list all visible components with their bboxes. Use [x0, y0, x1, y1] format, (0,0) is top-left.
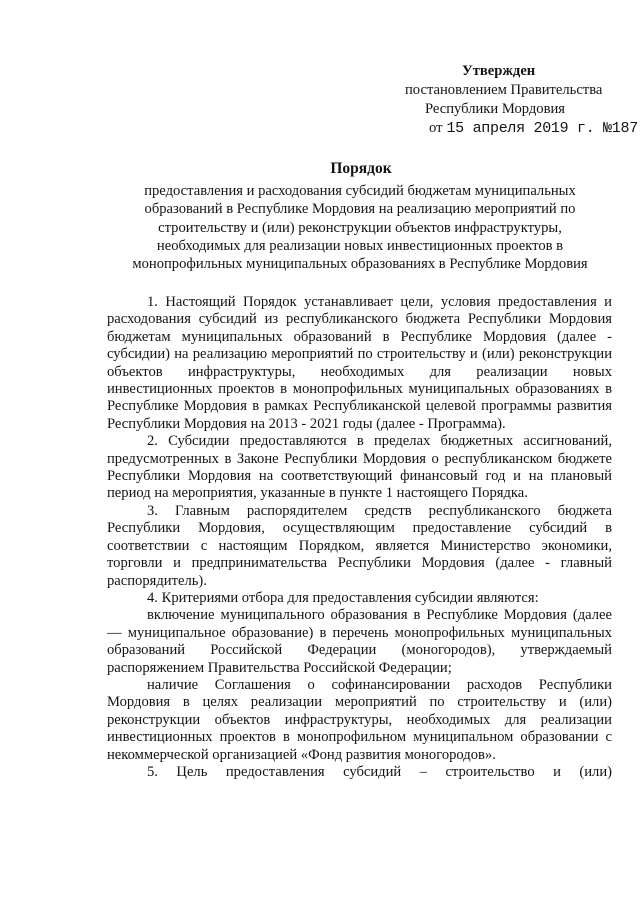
paragraph-4-criterion-2: наличие Соглашения о софинансировании расходов Республики Мордовия в целях реализации мероприятий по строительству и (или) реконструкции объектов инфраструктуры, необходимых для реализации инвестиционных проектов в монопрофильном муниципальном образовании с некоммерческой организацией «Фонд развития моногородов». — [107, 676, 612, 763]
paragraph-4-criterion-1: включение муниципального образования в Республике Мордовия (далее — муниципальное образование) в перечень монопрофильных муниципальных образований Российской Федерации (моногородов), утверждаемый распоряжением Правительства Российской Федерации; — [107, 607, 612, 676]
approval-line-2: Республики Мордовия — [425, 101, 566, 117]
subtitle-line: строительству и (или) реконструкции объектов инфраструктуры, — [158, 219, 562, 236]
paragraph-4: 4. Критериями отбора для предоставления субсидии являются: — [147, 589, 539, 606]
paragraph-5: 5. Цель предоставления субсидий – строительство и (или) — [147, 763, 612, 780]
approval-title: Утвержден — [462, 63, 536, 79]
subtitle-line: предоставления и расходования субсидий бюджетам муниципальных — [144, 183, 576, 199]
subtitle-line: образований в Республике Мордовия на реализацию мероприятий по — [144, 201, 576, 218]
document-body — [107, 294, 612, 781]
approval-date: 15 апреля 2019 г. №187 — [446, 120, 638, 137]
paragraph-1: 1. Настоящий Порядок устанавливает цели, условия предоставления и расходования субсидий из республиканского бюджета Республики Мордовия бюджетам муниципальных образований в Республике Мордовия (далее - субсидии) на реализацию мероприятий по строительству и (или) реконструкции объектов инфраструктуры, необходимых для реализации новых инвестиционных проектов в монопрофильных муниципальных образованиях в Республике Мордовия в рамках Республиканской целевой программы развития Республики Мордовия на 2013 - 2021 годы (далее - Программа). — [107, 294, 612, 432]
approval-line-1: постановлением Правительства — [405, 82, 603, 98]
document-subtitle — [100, 182, 620, 273]
approval-date-line — [400, 119, 636, 138]
approval-date-prefix: от — [429, 120, 443, 136]
approval-stamp — [400, 62, 636, 138]
document-title: Порядок — [330, 160, 392, 177]
subtitle-line: необходимых для реализации новых инвестиционных проектов в — [156, 237, 564, 254]
paragraph-2: 2. Субсидии предоставляются в пределах бюджетных ассигнований, предусмотренных в Законе Республики Мордовия о республиканском бюджете Республики Мордовия на соответствующий финансовый год и на плановый период на мероприятия, указанные в пункте 1 настоящего Порядка. — [107, 433, 612, 502]
subtitle-line: монопрофильных муниципальных образованиях в Республике Мордовия — [132, 256, 588, 273]
paragraph-3: 3. Главным распорядителем средств республиканского бюджета Республики Мордовия, осуществляющим предоставление субсидий в соответствии с настоящим Порядком, является Министерство экономики, торговли и предпринимательства Республики Мордовия (далее - главный распорядитель). — [107, 502, 612, 589]
